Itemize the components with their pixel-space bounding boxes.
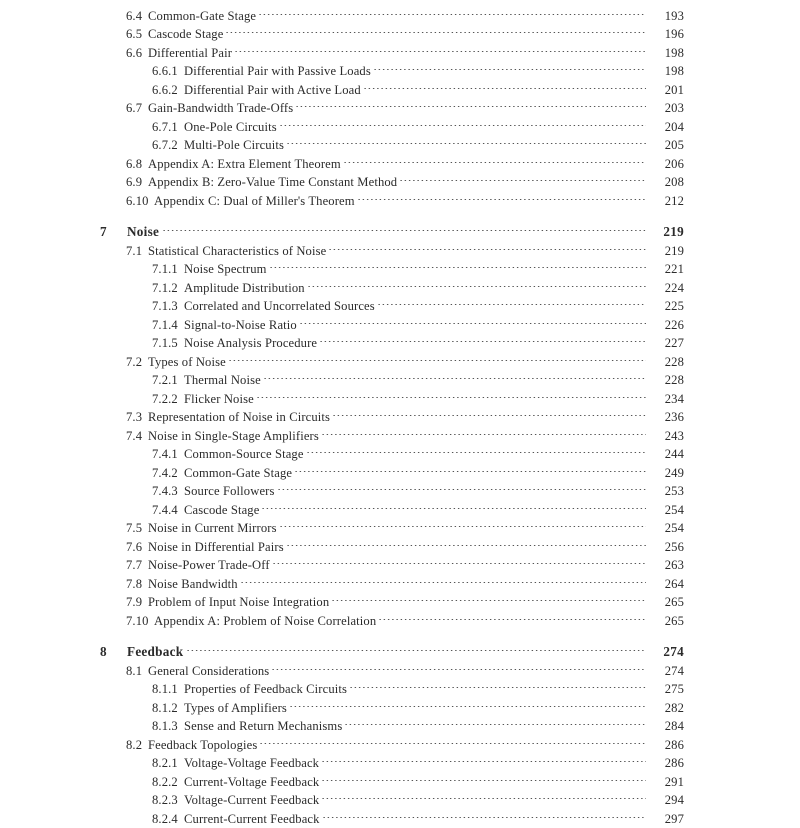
toc-entry-page-number: 198 — [646, 62, 684, 81]
toc-entry-number: 8.2 — [126, 736, 148, 755]
toc-dot-leader — [321, 767, 646, 786]
toc-dot-leader — [332, 403, 646, 422]
toc-entry-title: Signal-to-Noise Ratio — [184, 316, 299, 335]
toc-entry-page-number: 221 — [646, 260, 684, 279]
toc-dot-leader — [373, 57, 646, 76]
toc-entry-title: Statistical Characteristics of Noise — [148, 242, 328, 261]
toc-entry-number: 6.6 — [126, 44, 148, 63]
toc-entry-number: 6.4 — [126, 7, 148, 26]
toc-entry-page-number: 249 — [646, 464, 684, 483]
toc-dot-leader — [228, 347, 646, 366]
toc-entry-page-number: 291 — [646, 773, 684, 792]
toc-entry-title: Common-Source Stage — [184, 445, 306, 464]
toc-dot-leader — [328, 236, 646, 255]
toc-entry-number: 7.4.3 — [152, 482, 184, 501]
toc-dot-leader — [186, 638, 646, 657]
toc-dot-leader — [279, 112, 646, 131]
toc-dot-leader — [319, 329, 646, 348]
toc-entry-title: Representation of Noise in Circuits — [148, 408, 332, 427]
toc-entry-page-number: 236 — [646, 408, 684, 427]
toc-entry-title: Noise Analysis Procedure — [184, 334, 319, 353]
toc-entry-number: 8.2.4 — [152, 810, 184, 828]
toc-entry-page-number: 196 — [646, 25, 684, 44]
toc-dot-leader — [256, 384, 646, 403]
toc-entry-number: 6.6.2 — [152, 81, 184, 100]
toc-entry-page-number: 204 — [646, 118, 684, 137]
toc-entry-page-number: 208 — [646, 173, 684, 192]
toc-dot-leader — [343, 149, 646, 168]
toc-entry-number: 6.8 — [126, 155, 148, 174]
toc-entry-page-number: 284 — [646, 717, 684, 736]
toc-entry-row[interactable] — [100, 1, 684, 20]
toc-entry-page-number: 219 — [646, 223, 684, 242]
toc-entry-page-number: 201 — [646, 81, 684, 100]
toc-entry-number: 7.1.5 — [152, 334, 184, 353]
toc-entry-page-number: 205 — [646, 136, 684, 155]
toc-entry-page-number: 265 — [646, 612, 684, 631]
toc-dot-leader — [321, 749, 646, 768]
toc-entry-title: Differential Pair with Active Load — [184, 81, 363, 100]
toc-entry-number: 7.4 — [126, 427, 148, 446]
toc-dot-leader — [321, 421, 646, 440]
toc-entry-page-number: 274 — [646, 643, 684, 662]
toc-entry-title: Flicker Noise — [184, 390, 256, 409]
toc-entry-number: 7 — [100, 223, 127, 242]
toc-entry-number: 6.5 — [126, 25, 148, 44]
toc-entry-page-number: 297 — [646, 810, 684, 828]
toc-entry-number: 7.1.4 — [152, 316, 184, 335]
toc-entry-title: Feedback — [127, 643, 186, 662]
toc-dot-leader — [363, 75, 646, 94]
toc-entry-title: Appendix A: Problem of Noise Correlation — [154, 612, 378, 631]
toc-entry-page-number: 275 — [646, 680, 684, 699]
toc-entry-title: Noise Spectrum — [184, 260, 269, 279]
toc-entry-page-number: 203 — [646, 99, 684, 118]
toc-entry-number: 6.10 — [126, 192, 154, 211]
toc-entry-number: 7.4.1 — [152, 445, 184, 464]
toc-entry-page-number: 244 — [646, 445, 684, 464]
toc-entry-title: Noise Bandwidth — [148, 575, 240, 594]
toc-entry-title: General Considerations — [148, 662, 271, 681]
toc-entry-number: 8.1 — [126, 662, 148, 681]
toc-entry-title: Sense and Return Mechanisms — [184, 717, 344, 736]
toc-entry-title: Current-Current Feedback — [184, 810, 322, 828]
toc-entry-number: 6.7.2 — [152, 136, 184, 155]
toc-entry-number: 7.8 — [126, 575, 148, 594]
toc-entry-number: 7.1 — [126, 242, 148, 261]
toc-entry-page-number: 198 — [646, 44, 684, 63]
toc-entry-page-number: 226 — [646, 316, 684, 335]
toc-entry-page-number: 294 — [646, 791, 684, 810]
toc-dot-leader — [344, 712, 646, 731]
toc-entry-number: 8.2.2 — [152, 773, 184, 792]
toc-dot-leader — [271, 656, 646, 675]
toc-dot-leader — [279, 514, 646, 533]
toc-entry-number: 7.4.4 — [152, 501, 184, 520]
toc-entry-page-number: 228 — [646, 371, 684, 390]
toc-entry-number: 7.2.2 — [152, 390, 184, 409]
toc-entry-number: 7.1.2 — [152, 279, 184, 298]
toc-dot-leader — [299, 310, 646, 329]
toc-entry-title: Voltage-Voltage Feedback — [184, 754, 321, 773]
toc-entry-title: Correlated and Uncorrelated Sources — [184, 297, 377, 316]
toc-entry-title: Source Followers — [184, 482, 277, 501]
toc-dot-leader — [289, 693, 646, 712]
toc-entry-number: 8.1.1 — [152, 680, 184, 699]
toc-entry-number: 7.6 — [126, 538, 148, 557]
toc-entry-title: Differential Pair — [148, 44, 234, 63]
toc-entry-page-number: 282 — [646, 699, 684, 718]
toc-entry-title: Appendix B: Zero-Value Time Constant Method — [148, 173, 399, 192]
toc-entry-page-number: 286 — [646, 754, 684, 773]
toc-entry-number: 7.2 — [126, 353, 148, 372]
toc-entry-page-number: 228 — [646, 353, 684, 372]
toc-entry-row[interactable] — [100, 236, 684, 255]
toc-entry-number: 7.1.3 — [152, 297, 184, 316]
toc-entry-title: Amplitude Distribution — [184, 279, 307, 298]
toc-entry-title: Properties of Feedback Circuits — [184, 680, 349, 699]
toc-dot-leader — [306, 440, 646, 459]
toc-entry-page-number: 265 — [646, 593, 684, 612]
toc-entry-page-number: 227 — [646, 334, 684, 353]
toc-entry-title: Differential Pair with Passive Loads — [184, 62, 373, 81]
toc-entry-title: Problem of Input Noise Integration — [148, 593, 331, 612]
toc-entry-row[interactable] — [100, 656, 684, 675]
toc-dot-leader — [269, 255, 646, 274]
toc-entry-title: Appendix A: Extra Element Theorem — [148, 155, 343, 174]
toc-entry-title: One-Pole Circuits — [184, 118, 279, 137]
toc-entry-page-number: 212 — [646, 192, 684, 211]
toc-entry-number: 8.2.3 — [152, 791, 184, 810]
toc-dot-leader — [294, 458, 646, 477]
toc-dot-leader — [322, 804, 646, 823]
toc-dot-leader — [258, 1, 646, 20]
toc-entry-page-number: 219 — [646, 242, 684, 261]
toc-entry-title: Common-Gate Stage — [148, 7, 258, 26]
toc-dot-leader — [307, 273, 646, 292]
toc-entry-title: Current-Voltage Feedback — [184, 773, 321, 792]
toc-entry-number: 7.2.1 — [152, 371, 184, 390]
toc-entry-page-number: 254 — [646, 519, 684, 538]
toc-entry-page-number: 225 — [646, 297, 684, 316]
toc-entry-title: Noise in Single-Stage Amplifiers — [148, 427, 321, 446]
toc-entry-number: 7.10 — [126, 612, 154, 631]
toc-entry-page-number: 253 — [646, 482, 684, 501]
toc-entry-title: Noise in Differential Pairs — [148, 538, 286, 557]
toc-entry-title: Appendix C: Dual of Miller's Theorem — [154, 192, 357, 211]
toc-entry-number: 7.4.2 — [152, 464, 184, 483]
toc-dot-leader — [234, 38, 646, 57]
toc-dot-leader — [321, 786, 646, 805]
toc-dot-leader — [399, 168, 646, 187]
toc-dot-leader — [295, 94, 646, 113]
toc-dot-leader — [349, 675, 646, 694]
toc-entry-title: Cascode Stage — [184, 501, 261, 520]
toc-entry-title: Types of Amplifiers — [184, 699, 289, 718]
toc-dot-leader — [225, 20, 646, 39]
toc-entry-number: 7.3 — [126, 408, 148, 427]
toc-entry-title: Thermal Noise — [184, 371, 263, 390]
toc-dot-leader — [357, 186, 646, 205]
toc-entry-page-number: 243 — [646, 427, 684, 446]
toc-dot-leader — [286, 532, 646, 551]
toc-entry-page-number: 256 — [646, 538, 684, 557]
toc-dot-leader — [261, 495, 646, 514]
toc-chapter-row[interactable] — [100, 638, 684, 657]
toc-entry-number: 7.5 — [126, 519, 148, 538]
toc-entry-page-number: 286 — [646, 736, 684, 755]
toc-entry-title: Voltage-Current Feedback — [184, 791, 321, 810]
toc-entry-page-number: 254 — [646, 501, 684, 520]
toc-entry-number: 8.1.2 — [152, 699, 184, 718]
toc-entry-number: 6.7.1 — [152, 118, 184, 137]
toc-entry-title: Noise-Power Trade-Off — [148, 556, 272, 575]
toc-entry-page-number: 234 — [646, 390, 684, 409]
toc-entry-title: Multi-Pole Circuits — [184, 136, 286, 155]
toc-chapter-row[interactable] — [100, 218, 684, 237]
toc-dot-leader — [162, 218, 646, 237]
toc-entry-number: 8.1.3 — [152, 717, 184, 736]
toc-entry-page-number: 206 — [646, 155, 684, 174]
toc-entry-page-number: 264 — [646, 575, 684, 594]
toc-entry-number: 7.7 — [126, 556, 148, 575]
toc-entry-number: 8.2.1 — [152, 754, 184, 773]
toc-entry-title: Gain-Bandwidth Trade-Offs — [148, 99, 295, 118]
toc-entry-page-number: 274 — [646, 662, 684, 681]
toc-dot-leader — [259, 730, 646, 749]
toc-entry-title: Feedback Topologies — [148, 736, 259, 755]
toc-entry-title: Cascode Stage — [148, 25, 225, 44]
toc-dot-leader — [272, 551, 646, 570]
toc-entry-number: 7.9 — [126, 593, 148, 612]
toc-entry-number: 7.1.1 — [152, 260, 184, 279]
toc-entry-number: 8 — [100, 643, 127, 662]
toc-dot-leader — [331, 588, 646, 607]
toc-entry-page-number: 263 — [646, 556, 684, 575]
toc-entry-number: 6.9 — [126, 173, 148, 192]
toc-entry-title: Types of Noise — [148, 353, 228, 372]
toc-dot-leader — [277, 477, 646, 496]
toc-entry-page-number: 193 — [646, 7, 684, 26]
toc-entry-title: Common-Gate Stage — [184, 464, 294, 483]
toc-dot-leader — [263, 366, 646, 385]
toc-dot-leader — [240, 569, 646, 588]
toc-entry-number: 6.6.1 — [152, 62, 184, 81]
toc-dot-leader — [286, 131, 646, 150]
toc-dot-leader — [377, 292, 646, 311]
toc-entry-title: Noise in Current Mirrors — [148, 519, 279, 538]
toc-entry-title: Noise — [127, 223, 162, 242]
toc-entry-number: 6.7 — [126, 99, 148, 118]
toc-dot-leader — [378, 606, 646, 625]
toc-entry-page-number: 224 — [646, 279, 684, 298]
toc-entry-list — [100, 1, 684, 823]
